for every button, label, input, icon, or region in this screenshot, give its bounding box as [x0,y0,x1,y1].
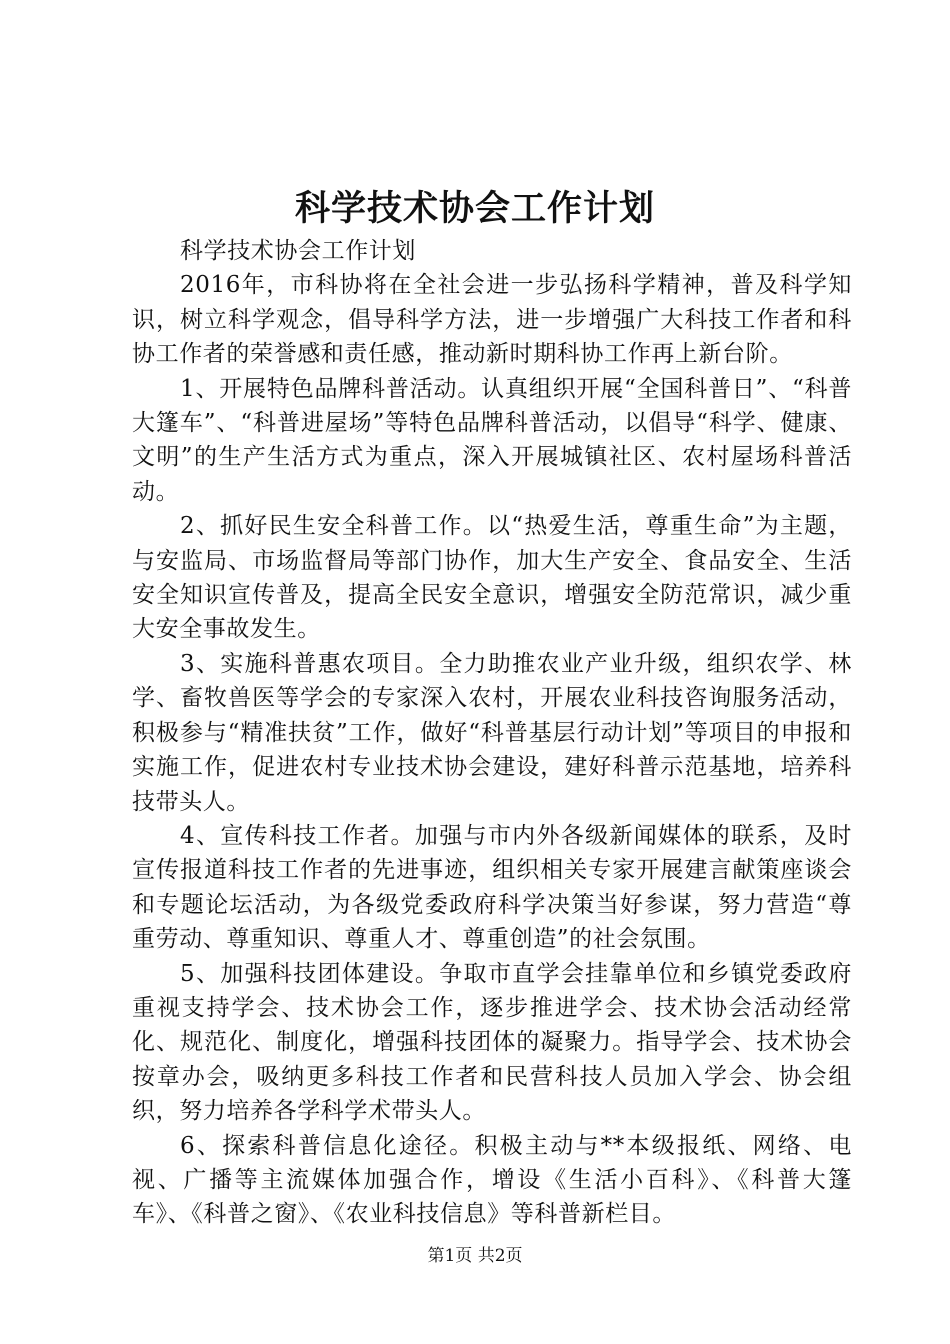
paragraph-item-5: 5、加强科技团体建设。争取市直学会挂靠单位和乡镇党委政府重视支持学会、技术协会工作，逐步推进学会、技术协会活动经常化、规范化、制度化，增强科技团体的凝聚力。指导学会、技术协会按章办会，吸纳更多科技工作者和民营科技人员加入学会、协会组织，努力培养各学科学术带头人。 [132,960,852,1125]
document-body [132,234,852,1232]
paragraph-item-6: 6、探索科普信息化途径。积极主动与**本级报纸、网络、电视、广播等主流媒体加强合作，增设《生活小百科》、《科普大篷车》、《科普之窗》、《农业科技信息》等科普新栏目。 [132,1132,852,1228]
paragraph-subtitle: 科学技术协会工作计划 [180,238,416,264]
paragraph-item-1: 1、开展特色品牌科普活动。认真组织开展“全国科普日”、“科普大篷车”、“科普进屋场”等特色品牌科普活动，以倡导“科学、健康、文明”的生产生活方式为重点，深入开展城镇社区、农村屋场科普活动。 [132,375,852,505]
paragraph-item-3: 3、实施科普惠农项目。全力助推农业产业升级，组织农学、林学、畜牧兽医等学会的专家深入农村，开展农业科技咨询服务活动，积极参与“精准扶贫”工作，做好“科普基层行动计划”等项目的申报和实施工作，促进农村专业技术协会建设，建好科普示范基地，培养科技带头人。 [132,650,852,815]
paragraph-item-2: 2、抓好民生安全科普工作。以“热爱生活，尊重生命”为主题，与安监局、市场监督局等部门协作，加大生产安全、食品安全、生活安全知识宣传普及，提高全民安全意识，增强安全防范常识，减少重大安全事故发生。 [132,513,852,643]
page-number-footer: 第1页 共2页 [427,1246,523,1266]
paragraph-item-4: 4、宣传科技工作者。加强与市内外各级新闻媒体的联系，及时宣传报道科技工作者的先进事迹，组织相关专家开展建言献策座谈会和专题论坛活动，为各级党委政府科学决策当好参谋，努力营造“尊重劳动、尊重知识、尊重人才、尊重创造”的社会氛围。 [132,822,852,953]
paragraph-intro: 2016年，市科协将在全社会进一步弘扬科学精神，普及科学知识，树立科学观念，倡导科学方法，进一步增强广大科技工作者和科协工作者的荣誉感和责任感，推动新时期科协工作再上新台阶。 [132,272,852,368]
document-title: 科学技术协会工作计划 [294,188,655,229]
